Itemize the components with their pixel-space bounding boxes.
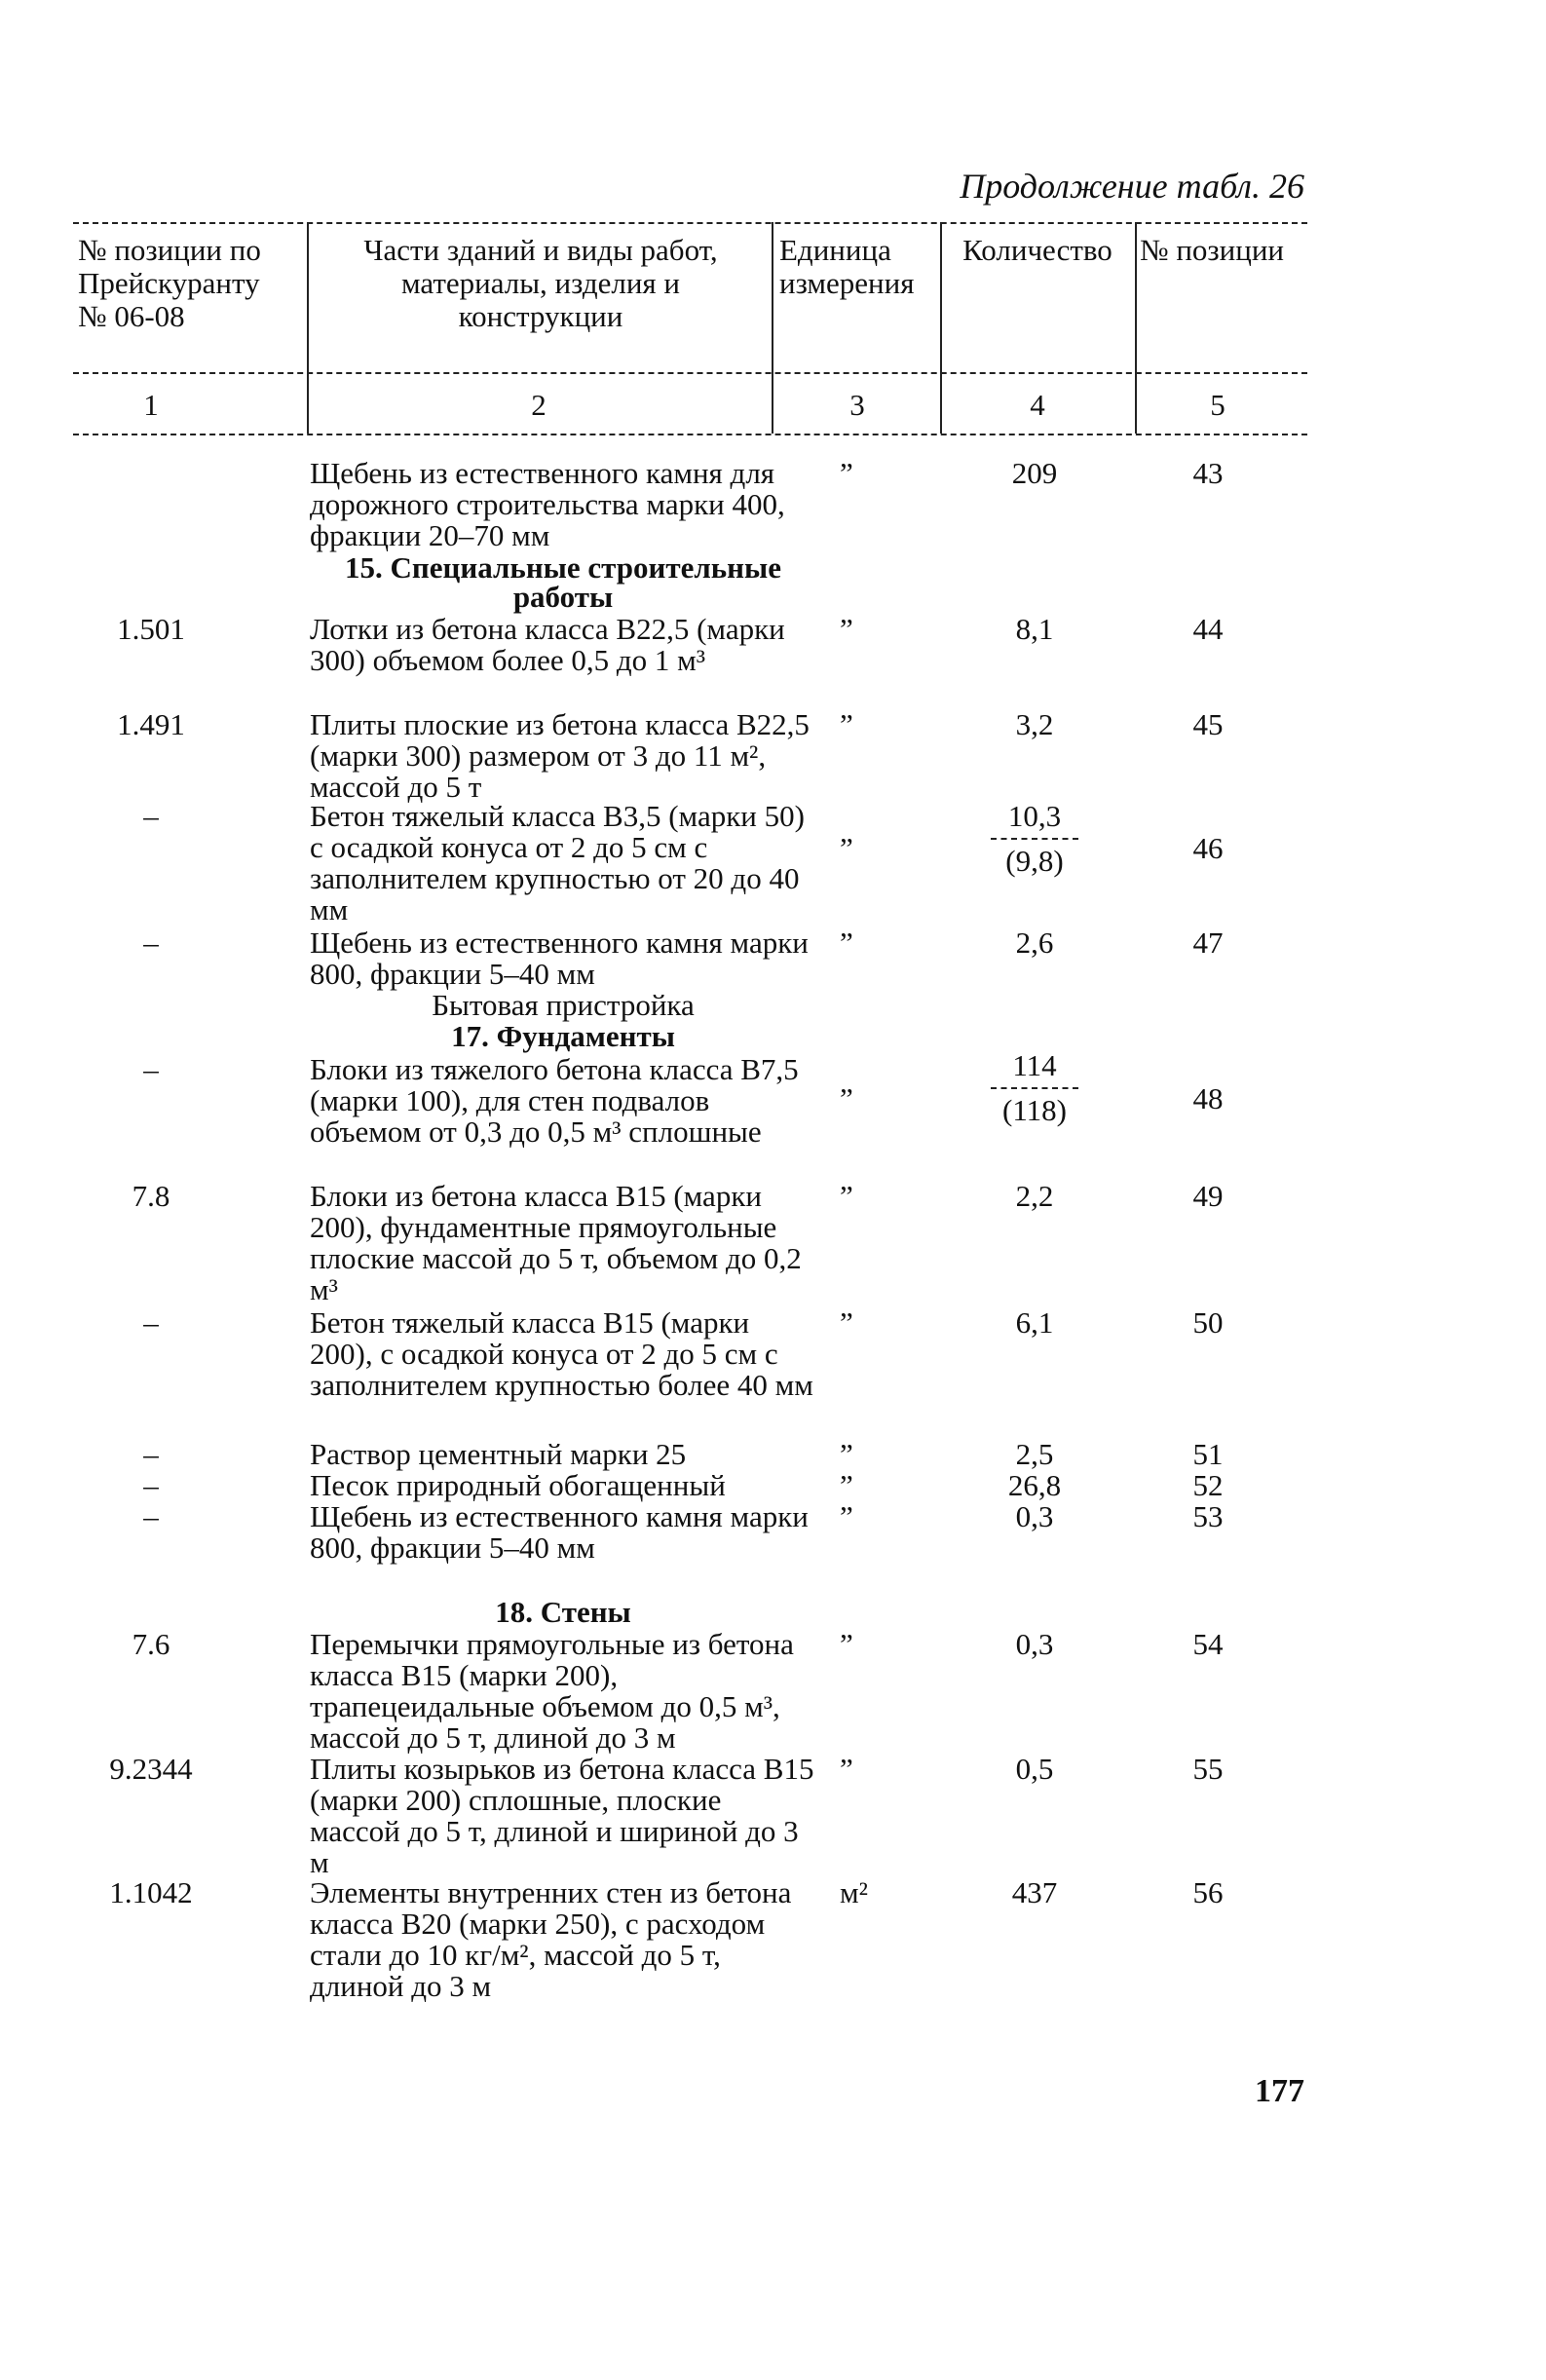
header-top-rule bbox=[73, 222, 1307, 224]
row-quantity: 10,3 bbox=[1007, 799, 1062, 833]
row-position: 9.2344 bbox=[109, 1752, 193, 1786]
header-bottom-rule bbox=[73, 372, 1307, 374]
row-position-number: 53 bbox=[1192, 1499, 1224, 1533]
row-quantity: 0,5 bbox=[1015, 1752, 1054, 1786]
column-number-2: 2 bbox=[531, 388, 547, 422]
row-unit: ” bbox=[840, 1499, 853, 1533]
row-position: – bbox=[143, 1499, 159, 1533]
row-quantity-alt: (9,8) bbox=[1005, 844, 1064, 878]
section-heading: 18. Стены bbox=[495, 1595, 631, 1629]
row-quantity: 2,6 bbox=[1015, 926, 1054, 960]
row-position-number: 43 bbox=[1192, 456, 1224, 490]
column-divider-4 bbox=[1135, 222, 1137, 434]
row-position: – bbox=[143, 1305, 159, 1340]
row-position-number: 49 bbox=[1192, 1179, 1224, 1213]
row-position-number: 55 bbox=[1192, 1752, 1224, 1786]
row-position-number: 48 bbox=[1192, 1081, 1224, 1115]
section-heading: 15. Специальные строительные работы bbox=[345, 550, 781, 614]
row-unit: ” bbox=[840, 926, 853, 960]
column-number-1: 1 bbox=[143, 388, 159, 422]
row-description: Элементы внутренних стен из бетона класса В20 (марки 250), с расходом стали до 10 кг/м², массой до 5 т, длиной до 3 м bbox=[310, 1875, 792, 2003]
row-position: 7.8 bbox=[132, 1179, 170, 1213]
table-continuation-caption: Продолжение табл. 26 bbox=[960, 167, 1304, 206]
row-quantity: 8,1 bbox=[1015, 612, 1054, 646]
row-description: Щебень из естественного камня марки 800, фракции 5–40 мм bbox=[310, 926, 809, 991]
row-position-number: 47 bbox=[1192, 926, 1224, 960]
row-position-number: 46 bbox=[1192, 831, 1224, 865]
row-position: 7.6 bbox=[132, 1627, 170, 1661]
row-position: – bbox=[143, 799, 159, 833]
row-unit: ” bbox=[840, 1468, 853, 1502]
row-description: Щебень из естественного камня марки 800, фракции 5–40 мм bbox=[310, 1499, 809, 1565]
fraction-divider bbox=[991, 1087, 1078, 1089]
column-divider-1 bbox=[307, 222, 309, 434]
row-quantity: 0,3 bbox=[1015, 1499, 1054, 1533]
row-position-number: 51 bbox=[1192, 1437, 1224, 1471]
row-unit: ” bbox=[840, 612, 853, 646]
page-number: 177 bbox=[1255, 2073, 1304, 2109]
row-description: Лотки из бетона класса В22,5 (марки 300) объемом более 0,5 до 1 м³ bbox=[310, 612, 785, 677]
row-position: 1.501 bbox=[117, 612, 185, 646]
row-description: Бетон тяжелый класса В3,5 (марки 50) с осадкой конуса от 2 до 5 см с заполнителем крупностью от 20 до 40 мм bbox=[310, 799, 805, 926]
header-quantity: Количество bbox=[962, 233, 1112, 267]
row-unit: ” bbox=[840, 1305, 853, 1340]
header-building-parts: Части зданий и виды работ, материалы, изделия и конструкции bbox=[363, 233, 718, 333]
row-unit: м² bbox=[840, 1875, 868, 1909]
row-quantity: 26,8 bbox=[1007, 1468, 1062, 1502]
column-number-5: 5 bbox=[1210, 388, 1225, 422]
row-position: 1.1042 bbox=[109, 1875, 193, 1909]
row-position-number: 54 bbox=[1192, 1627, 1224, 1661]
row-description: Перемычки прямоугольные из бетона класса В15 (марки 200), трапецеидальные объемом до 0,5 м³, массой до 5 т, длиной до 3 м bbox=[310, 1627, 794, 1755]
row-unit: ” bbox=[840, 1081, 853, 1115]
row-description: Щебень из естественного камня для дорожного строительства марки 400, фракции 20–70 мм bbox=[310, 456, 785, 552]
row-position: – bbox=[143, 926, 159, 960]
row-quantity-alt: (118) bbox=[1002, 1093, 1067, 1127]
section-subtitle: Бытовая пристройка bbox=[432, 988, 695, 1022]
column-numbers-rule bbox=[73, 434, 1307, 435]
section-heading: 17. Фундаменты bbox=[451, 1019, 675, 1053]
row-position-number: 45 bbox=[1192, 707, 1224, 741]
row-position: – bbox=[143, 1052, 159, 1086]
row-quantity: 6,1 bbox=[1015, 1305, 1054, 1340]
row-unit: ” bbox=[840, 831, 853, 865]
row-position-number: 44 bbox=[1192, 612, 1224, 646]
row-position-number: 52 bbox=[1192, 1468, 1224, 1502]
row-quantity-fraction bbox=[966, 1050, 1103, 1126]
row-quantity: 0,3 bbox=[1015, 1627, 1054, 1661]
row-position: 1.491 bbox=[117, 707, 185, 741]
row-unit: ” bbox=[840, 456, 853, 490]
row-description: Плиты плоские из бетона класса В22,5 (марки 300) размером от 3 до 11 м², массой до 5 т bbox=[310, 707, 810, 804]
row-unit: ” bbox=[840, 707, 853, 741]
column-number-4: 4 bbox=[1030, 388, 1045, 422]
row-unit: ” bbox=[840, 1752, 853, 1786]
row-quantity-fraction bbox=[966, 801, 1103, 877]
row-quantity: 437 bbox=[1011, 1875, 1058, 1909]
row-description: Блоки из тяжелого бетона класса В7,5 (марки 100), для стен подвалов объемом от 0,3 до 0,5 м³ сплошные bbox=[310, 1052, 799, 1149]
row-description: Блоки из бетона класса В15 (марки 200), фундаментные прямоугольные плоские массой до 5 т, объемом до 0,2 м³ bbox=[310, 1179, 802, 1306]
row-unit: ” bbox=[840, 1437, 853, 1471]
fraction-divider bbox=[991, 838, 1078, 840]
row-unit: ” bbox=[840, 1627, 853, 1661]
row-description: Плиты козырьков из бетона класса В15 (марки 200) сплошные, плоские массой до 5 т, длиной и шириной до 3 м bbox=[310, 1752, 814, 1879]
row-quantity: 2,2 bbox=[1015, 1179, 1054, 1213]
row-description: Раствор цементный марки 25 bbox=[310, 1437, 687, 1471]
header-unit: Единица измерения bbox=[779, 233, 915, 300]
row-quantity: 114 bbox=[1012, 1048, 1057, 1082]
row-description: Бетон тяжелый класса В15 (марки 200), с осадкой конуса от 2 до 5 см с заполнителем крупностью более 40 мм bbox=[310, 1305, 813, 1402]
row-unit: ” bbox=[840, 1179, 853, 1213]
row-quantity: 209 bbox=[1011, 456, 1058, 490]
header-position-pricelist: № позиции по Прейскуранту № 06-08 bbox=[78, 233, 261, 333]
row-position: – bbox=[143, 1437, 159, 1471]
header-position-number: № позиции bbox=[1140, 233, 1285, 267]
column-divider-2 bbox=[772, 222, 773, 434]
row-position-number: 56 bbox=[1192, 1875, 1224, 1909]
row-quantity: 3,2 bbox=[1015, 707, 1054, 741]
row-position-number: 50 bbox=[1192, 1305, 1224, 1340]
column-number-3: 3 bbox=[849, 388, 865, 422]
row-position: – bbox=[143, 1468, 159, 1502]
row-description: Песок природный обогащенный bbox=[310, 1468, 726, 1502]
row-quantity: 2,5 bbox=[1015, 1437, 1054, 1471]
column-divider-3 bbox=[940, 222, 942, 434]
